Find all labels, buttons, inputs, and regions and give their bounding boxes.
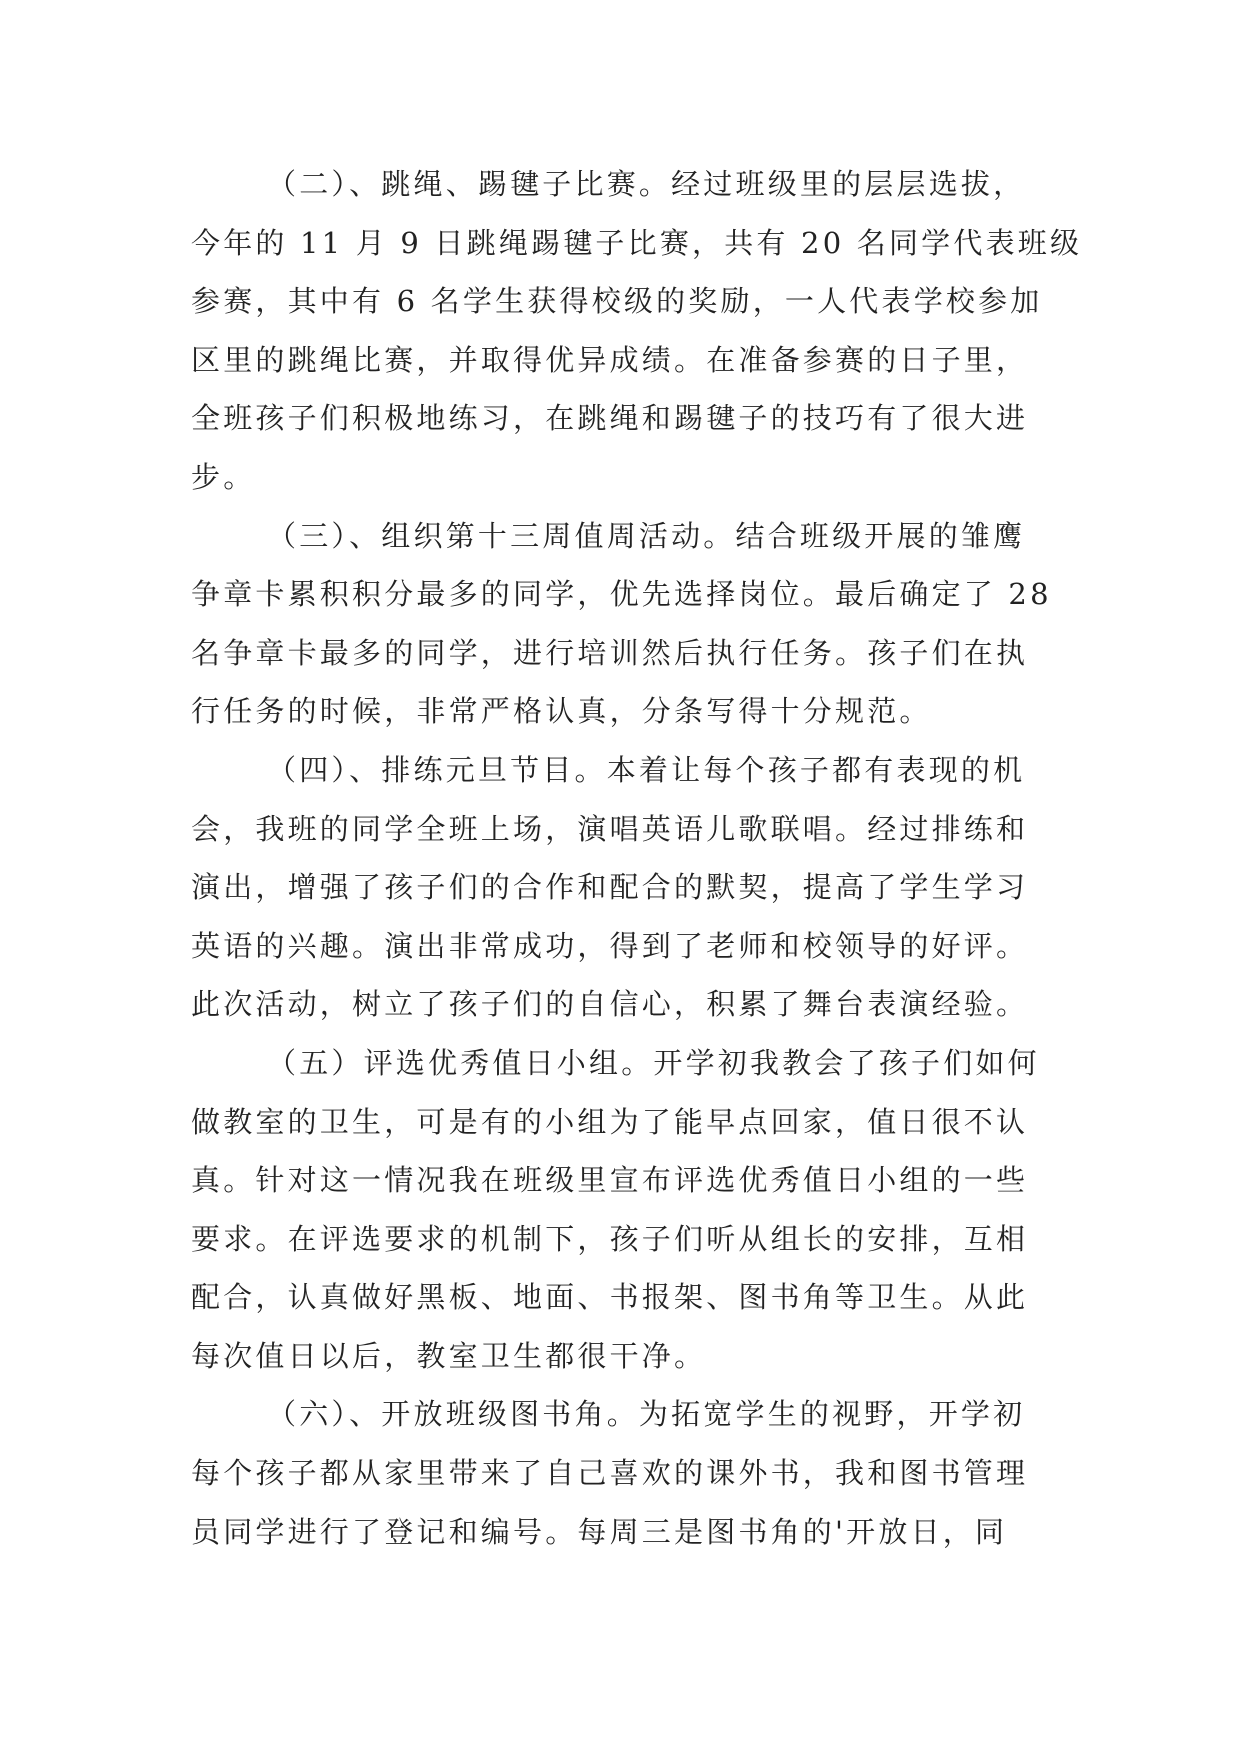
- paragraph-class-book-corner: [191, 1385, 1057, 1561]
- text-line: 此次活动，树立了孩子们的自信心，积累了舞台表演经验。: [191, 987, 1029, 1022]
- paragraph-week-duty-activity: [191, 507, 1057, 741]
- text-line: 员同学进行了登记和编号。每周三是图书角的'开放日，同: [191, 1514, 1008, 1549]
- paragraph-new-year-program: [191, 741, 1057, 1034]
- text-line: 演出，增强了孩子们的合作和配合的默契，提高了学生学习: [191, 870, 1029, 905]
- text-line: （二）、跳绳、踢毽子比赛。经过班级里的层层选拔，: [267, 167, 1026, 201]
- text-line: 名争章卡最多的同学，进行培训然后执行任务。孩子们在执: [191, 635, 1029, 670]
- text-line: 要求。在评选要求的机制下，孩子们听从组长的安排，互相: [191, 1221, 1029, 1256]
- text-line: 参赛，其中有 6 名学生获得校级的奖励，一人代表学校参加: [191, 284, 1043, 319]
- text-line: 每个孩子都从家里带来了自己喜欢的课外书，我和图书管理: [191, 1456, 1029, 1491]
- text-line: 区里的跳绳比赛，并取得优异成绩。在准备参赛的日子里，: [191, 342, 1029, 377]
- text-line: 步。: [191, 459, 256, 494]
- text-line: 真。针对这一情况我在班级里宣布评选优秀值日小组的一些: [191, 1163, 1029, 1198]
- paragraph-rope-shuttlecock-contest: [191, 155, 1083, 507]
- paragraph-duty-group-selection: [191, 1034, 1057, 1386]
- text-line: 争章卡累积积分最多的同学，优先选择岗位。最后确定了 28: [191, 577, 1052, 612]
- text-line: 今年的 11 月 9 日跳绳踢毽子比赛，共有 20 名同学代表班级: [191, 225, 1083, 260]
- text-line: 英语的兴趣。演出非常成功，得到了老师和校领导的好评。: [191, 928, 1029, 963]
- document-body: [191, 155, 1083, 1561]
- text-line: 会，我班的同学全班上场，演唱英语儿歌联唱。经过排练和: [191, 811, 1029, 846]
- text-line: （六）、开放班级图书角。为拓宽学生的视野，开学初: [267, 1397, 1026, 1432]
- text-line: （五）评选优秀值日小组。开学初我教会了孩子们如何: [267, 1045, 1040, 1080]
- text-line: 做教室的卫生，可是有的小组为了能早点回家，值日很不认: [191, 1104, 1029, 1139]
- text-line: 配合，认真做好黑板、地面、书报架、图书角等卫生。从此: [191, 1280, 1029, 1315]
- text-line: 行任务的时候，非常严格认真，分条写得十分规范。: [191, 694, 932, 729]
- text-line: （三）、组织第十三周值周活动。结合班级开展的雏鹰: [267, 518, 1026, 553]
- text-line: （四）、排练元旦节目。本着让每个孩子都有表现的机: [267, 752, 1026, 787]
- text-line: 每次值日以后，教室卫生都很干净。: [191, 1338, 707, 1373]
- text-line: 全班孩子们积极地练习，在跳绳和踢毽子的技巧有了很大进: [191, 401, 1029, 436]
